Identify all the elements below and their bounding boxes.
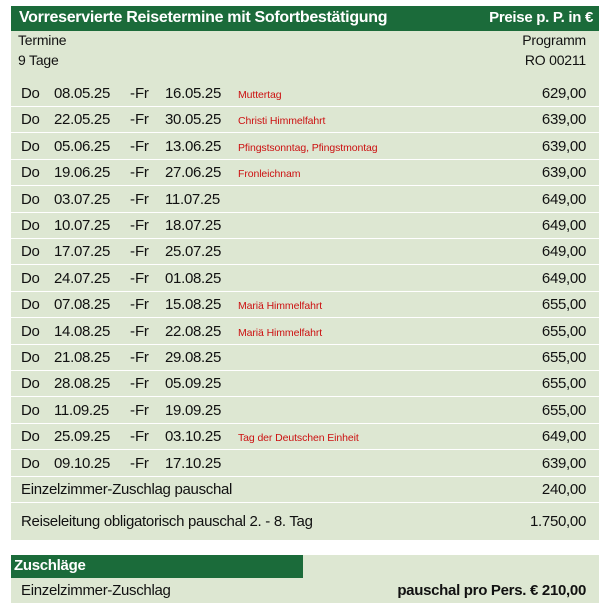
row-price: 655,00 — [541, 375, 586, 393]
end-date: 25.07.25 — [165, 243, 221, 261]
weekday-end: Fr — [135, 137, 149, 155]
weekday-end: Fr — [135, 269, 149, 287]
extra-label: Einzelzimmer-Zuschlag pauschal — [21, 481, 233, 498]
weekday-end: Fr — [135, 428, 149, 446]
termine-label: Termine — [18, 32, 67, 48]
date-row — [11, 160, 599, 186]
row-price: 655,00 — [541, 401, 586, 419]
weekday-end: Fr — [135, 401, 149, 419]
date-row — [11, 81, 599, 107]
row-price: 649,00 — [541, 243, 586, 261]
start-date: 08.05.25 — [54, 85, 110, 102]
start-date: 11.09.25 — [54, 401, 109, 419]
date-row — [11, 107, 599, 133]
weekday-start: Do — [21, 137, 40, 155]
start-date: 07.08.25 — [54, 296, 110, 314]
start-date: 14.08.25 — [54, 322, 110, 340]
row-price: 649,00 — [541, 269, 586, 287]
price-table — [11, 6, 599, 540]
date-row — [11, 266, 599, 292]
date-row — [11, 371, 599, 397]
weekday-start: Do — [21, 164, 40, 182]
weekday-end: Fr — [135, 217, 149, 234]
end-date: 29.08.25 — [165, 349, 221, 366]
end-date: 22.08.25 — [165, 322, 221, 340]
weekday-start: Do — [21, 85, 40, 102]
price-label: Preise p. P. in € — [489, 9, 593, 26]
table-header-bar — [11, 6, 599, 31]
start-date: 21.08.25 — [54, 349, 110, 366]
date-separator: - — [130, 269, 135, 287]
weekday-end: Fr — [135, 111, 149, 129]
weekday-end: Fr — [135, 85, 149, 102]
row-price: 655,00 — [541, 296, 586, 314]
end-date: 11.07.25 — [165, 190, 220, 208]
extra-price: 240,00 — [541, 481, 586, 498]
holiday-note: Mariä Himmelfahrt — [238, 300, 323, 313]
weekday-start: Do — [21, 375, 40, 393]
weekday-start: Do — [21, 322, 40, 340]
table-title: Vorreservierte Reisetermine mit Sofortbestätigung — [19, 9, 388, 26]
weekday-start: Do — [21, 454, 40, 472]
date-row — [11, 292, 599, 318]
date-row — [11, 451, 599, 477]
date-row — [11, 134, 599, 160]
date-row — [11, 398, 599, 424]
start-date: 25.09.25 — [54, 428, 110, 446]
date-row — [11, 213, 599, 239]
weekday-end: Fr — [135, 454, 149, 472]
holiday-note: Christi Himmelfahrt — [238, 115, 326, 128]
row-price: 655,00 — [541, 349, 586, 366]
end-date: 27.06.25 — [165, 164, 221, 182]
date-separator: - — [130, 322, 135, 340]
date-separator: - — [130, 85, 135, 102]
program-code: RO 00211 — [524, 52, 586, 68]
zuschlag-label: Einzelzimmer-Zuschlag — [21, 582, 171, 599]
date-row — [11, 239, 599, 265]
extra-label: Reiseleitung obligatorisch pauschal 2. - 8. Tag — [21, 513, 313, 530]
weekday-end: Fr — [135, 349, 149, 366]
extra-price: 1.750,00 — [530, 513, 586, 530]
date-separator: - — [130, 454, 135, 472]
row-price: 639,00 — [541, 111, 586, 129]
start-date: 10.07.25 — [54, 217, 110, 234]
start-date: 19.06.25 — [54, 164, 110, 182]
end-date: 05.09.25 — [165, 375, 221, 393]
weekday-start: Do — [21, 349, 40, 366]
weekday-start: Do — [21, 401, 40, 419]
date-separator: - — [130, 243, 135, 261]
start-date: 28.08.25 — [54, 375, 110, 393]
weekday-end: Fr — [135, 375, 149, 393]
holiday-note: Muttertag — [238, 89, 282, 101]
weekday-end: Fr — [135, 322, 149, 340]
date-separator: - — [130, 164, 135, 182]
weekday-end: Fr — [135, 243, 149, 261]
extra-row-single-room — [11, 477, 599, 503]
date-separator: - — [130, 375, 135, 393]
date-separator: - — [130, 296, 135, 314]
extra-row-tour-guide — [11, 506, 599, 536]
holiday-note: Fronleichnam — [238, 168, 301, 181]
end-date: 01.08.25 — [165, 269, 221, 287]
end-date: 19.09.25 — [165, 401, 221, 419]
start-date: 24.07.25 — [54, 269, 110, 287]
date-separator: - — [130, 349, 135, 366]
zuschlaege-header — [11, 555, 303, 578]
row-price: 629,00 — [541, 85, 586, 102]
weekday-start: Do — [21, 428, 40, 446]
date-separator: - — [130, 111, 135, 129]
zuschlaege-row — [11, 580, 599, 603]
zuschlag-value: pauschal pro Pers. € 210,00 — [397, 582, 586, 599]
row-price: 649,00 — [541, 428, 586, 446]
date-separator: - — [130, 401, 135, 419]
end-date: 03.10.25 — [165, 428, 221, 446]
row-price: 655,00 — [541, 322, 586, 340]
date-separator: - — [130, 428, 135, 446]
row-price: 649,00 — [541, 217, 586, 234]
end-date: 13.06.25 — [165, 137, 221, 155]
duration-label: 9 Tage — [18, 52, 59, 68]
holiday-note: Tag der Deutschen Einheit — [238, 432, 359, 445]
start-date: 09.10.25 — [54, 454, 110, 472]
date-separator: - — [130, 190, 135, 208]
end-date: 30.05.25 — [165, 111, 221, 129]
date-separator: - — [130, 137, 135, 155]
end-date: 18.07.25 — [165, 217, 221, 234]
zuschlaege-title: Zuschläge — [14, 557, 86, 574]
holiday-note: Mariä Himmelfahrt — [238, 326, 323, 339]
end-date: 17.10.25 — [165, 454, 221, 472]
start-date: 05.06.25 — [54, 137, 110, 155]
holiday-note: Pfingstsonntag, Pfingstmontag — [238, 141, 378, 154]
start-date: 03.07.25 — [54, 190, 110, 208]
row-price: 649,00 — [541, 190, 586, 208]
end-date: 15.08.25 — [165, 296, 221, 314]
weekday-end: Fr — [135, 296, 149, 314]
weekday-start: Do — [21, 190, 40, 208]
programm-label: Programm — [522, 32, 586, 48]
weekday-end: Fr — [135, 190, 149, 208]
weekday-start: Do — [21, 217, 40, 234]
start-date: 17.07.25 — [54, 243, 110, 261]
column-header-row — [11, 31, 599, 51]
zuschlaege-section — [11, 555, 599, 603]
weekday-start: Do — [21, 243, 40, 261]
weekday-start: Do — [21, 269, 40, 287]
date-row — [11, 187, 599, 213]
weekday-end: Fr — [135, 164, 149, 182]
row-price: 639,00 — [541, 164, 586, 182]
program-info-row — [11, 51, 599, 71]
row-price: 639,00 — [541, 454, 586, 472]
date-row — [11, 319, 599, 345]
start-date: 22.05.25 — [54, 111, 110, 129]
weekday-start: Do — [21, 296, 40, 314]
row-price: 639,00 — [541, 137, 586, 155]
weekday-start: Do — [21, 111, 40, 129]
end-date: 16.05.25 — [165, 85, 221, 102]
date-row — [11, 424, 599, 450]
date-row — [11, 345, 599, 371]
date-separator: - — [130, 217, 135, 234]
